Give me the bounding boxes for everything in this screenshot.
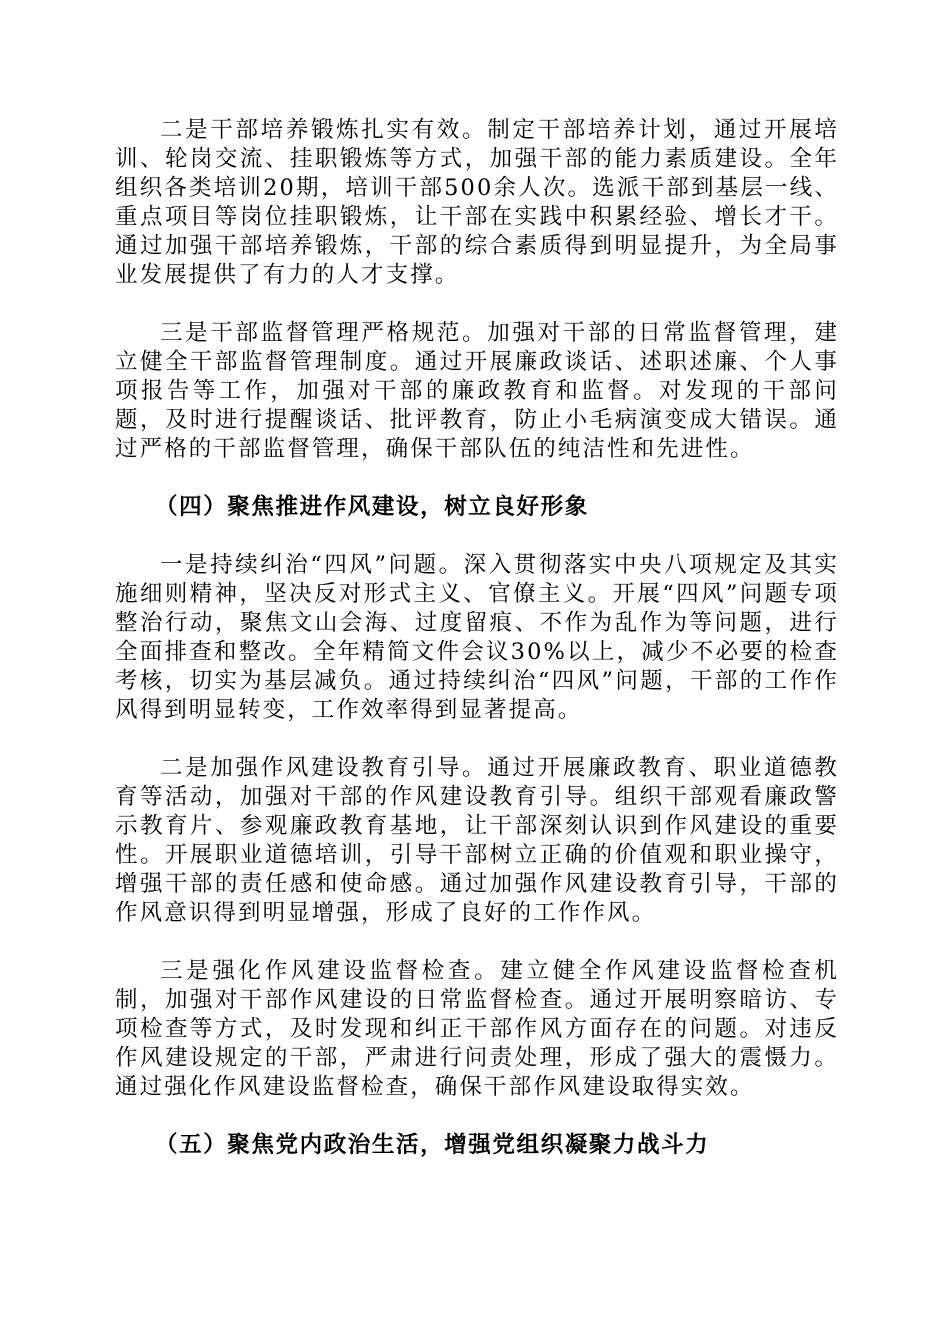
document-page [115,116,839,1189]
paragraph-four-winds: 一是持续纠治“四风”问题。深入贯彻落实中央八项规定及其实施细则精神，坚决反对形式主义、官僚主义。开展“四风”问题专项整治行动，聚焦文山会海、过度留痕、不作为乱作为等问题，进行全面排查和整改。全年精简文件会议30%以上，减少不必要的检查考核，切实为基层减负。通过持续纠治“四风”问题，干部的工作作风得到明显转变，工作效率得到显著提高。 [115,552,839,723]
section-heading-work-style: （四）聚焦推进作风建设，树立良好形象 [155,494,589,520]
section-heading-party-life: （五）聚焦党内政治生活，增强党组织凝聚力战斗力 [155,1132,710,1158]
paragraph-cadre-supervision: 三是干部监督管理严格规范。加强对干部的日常监督管理，建立健全干部监督管理制度。通过开展廉政谈话、述职述廉、个人事项报告等工作，加强对干部的廉政教育和监督。对发现的干部问题，及时进行提醒谈话、批评教育，防止小毛病演变成大错误。通过严格的干部监督管理，确保干部队伍的纯洁性和先进性。 [115,320,839,462]
paragraph-cadre-training: 二是干部培养锻炼扎实有效。制定干部培养计划，通过开展培训、轮岗交流、挂职锻炼等方式，加强干部的能力素质建设。全年组织各类培训20期，培训干部500余人次。选派干部到基层一线、重点项目等岗位挂职锻炼，让干部在实践中积累经验、增长才干。通过加强干部培养锻炼，干部的综合素质得到明显提升，为全局事业发展提供了有力的人才支撑。 [115,117,839,288]
paragraph-style-inspection: 三是强化作风建设监督检查。建立健全作风建设监督检查机制，加强对干部作风建设的日常监督检查。通过开展明察暗访、专项检查等方式，及时发现和纠正干部作风方面存在的问题。对违反作风建设规定的干部，严肃进行问责处理，形成了强大的震慑力。通过强化作风建设监督检查，确保干部作风建设取得实效。 [115,958,839,1100]
paragraph-style-education: 二是加强作风建设教育引导。通过开展廉政教育、职业道德教育等活动，加强对干部的作风建设教育引导。组织干部观看廉政警示教育片、参观廉政教育基地，让干部深刻认识到作风建设的重要性。开展职业道德培训，引导干部树立正确的价值观和职业操守，增强干部的责任感和使命感。通过加强作风建设教育引导，干部的作风意识得到明显增强，形成了良好的工作作风。 [115,755,839,926]
